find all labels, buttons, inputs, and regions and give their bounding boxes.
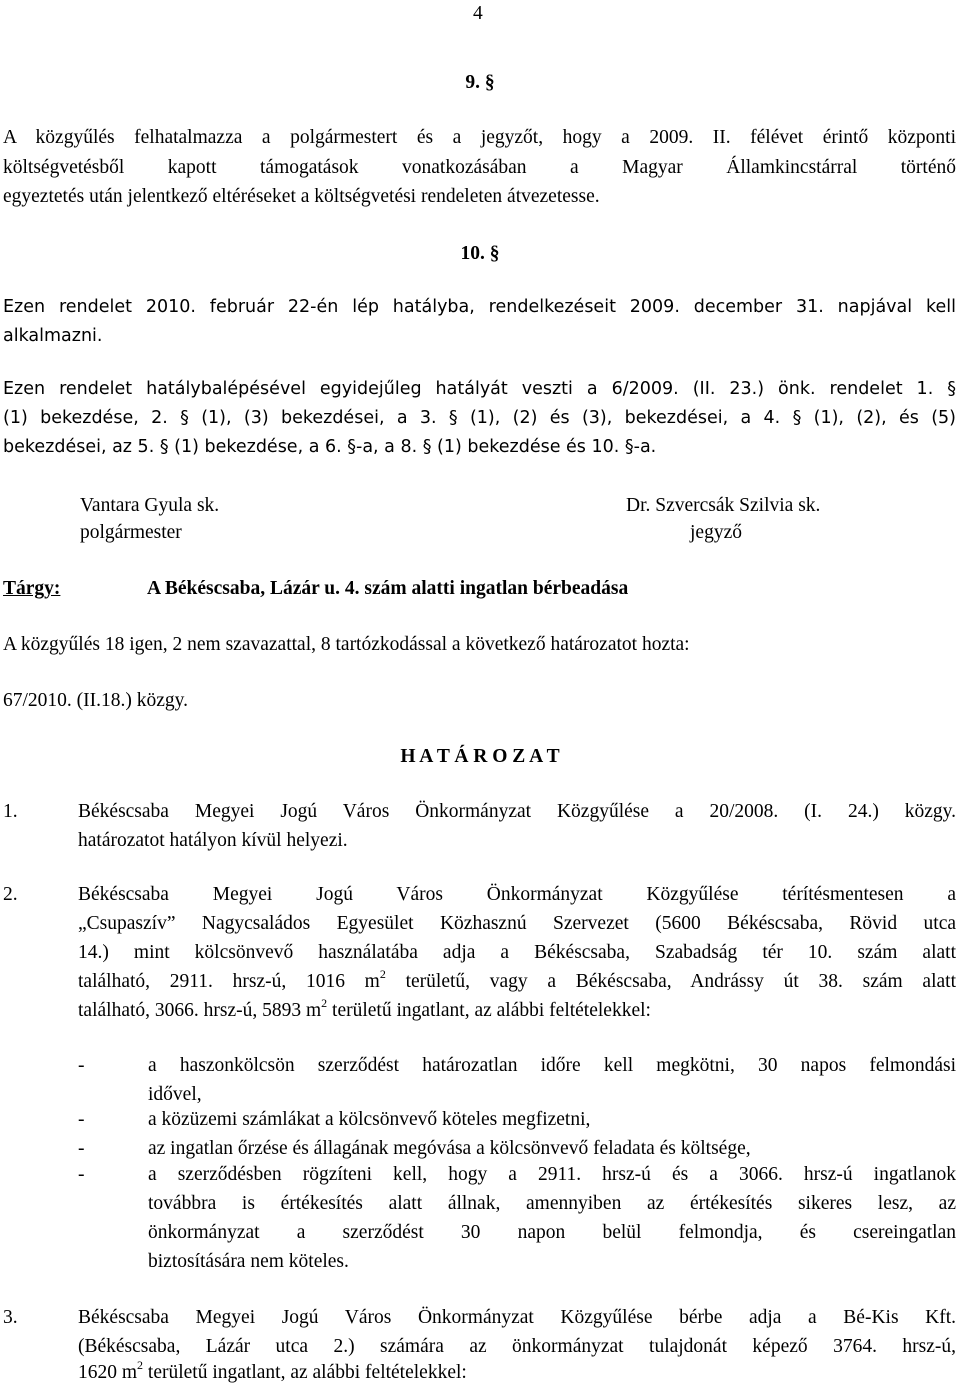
item-number: 3. bbox=[3, 1307, 18, 1328]
text-fragment: területű ingatlant, az alábbi feltételekkel: bbox=[327, 1000, 651, 1021]
paragraph-line bbox=[78, 1358, 467, 1384]
paragraph-line: Ezen rendelet 2010. február 22-én lép hatályba, rendelkezéseit 2009. december 31. napjával kell bbox=[3, 297, 956, 317]
paragraph-line: Békéscsaba Megyei Jogú Város Önkormányzat Közgyűlése bérbe adja a Bé-Kis Kft. bbox=[78, 1307, 956, 1328]
list-item-line: a szerződésben rögzíteni kell, hogy a 2911. hrsz-ú és a 3066. hrsz-ú ingatlanok bbox=[148, 1164, 956, 1185]
mayor-title: polgármester bbox=[80, 522, 182, 543]
paragraph-line: alkalmazni. bbox=[3, 326, 103, 346]
item-number: 2. bbox=[3, 884, 18, 905]
paragraph-line: (1) bekezdése, 2. § (1), (3) bekezdései, a 3. § (1), (2) és (3), bekezdései, a 4. § (1), (2), és (5) bbox=[3, 408, 956, 428]
paragraph-line bbox=[78, 967, 956, 993]
resolution-heading: H A T Á R O Z A T bbox=[400, 746, 560, 767]
list-item-line: a haszonkölcsön szerződést határozatlan időre kell megkötni, 30 napos felmondási bbox=[148, 1055, 956, 1076]
subject-text: A Békéscsaba, Lázár u. 4. szám alatti ingatlan bérbeadása bbox=[147, 578, 629, 599]
superscript: 2 bbox=[137, 1358, 144, 1372]
paragraph-line: Békéscsaba Megyei Jogú Város Önkormányzat Közgyűlése térítésmentesen a bbox=[78, 884, 956, 905]
list-dash: - bbox=[78, 1109, 85, 1130]
section-heading: 9. § bbox=[465, 72, 495, 93]
paragraph-line: bekezdései, az 5. § (1) bekezdése, a 6. §-a, a 8. § (1) bekezdése és 10. §-a. bbox=[3, 437, 657, 457]
paragraph-line: határozatot hatályon kívül helyezi. bbox=[78, 830, 348, 851]
list-item-line: önkormányzat a szerződést 30 napon belül felmondja, és csereingatlan bbox=[148, 1222, 956, 1243]
list-item-line: továbbra is értékesítés alatt állnak, amennyiben az értékesítés sikeres lesz, az bbox=[148, 1193, 956, 1214]
list-dash: - bbox=[78, 1055, 85, 1076]
paragraph-line: 14.) mint kölcsönvevő használatába adja a Békéscsaba, Szabadság tér 10. szám alatt bbox=[78, 942, 956, 963]
text-fragment: területű, vagy a Békéscsaba, Andrássy út 38. szám alatt bbox=[385, 971, 956, 992]
item-number: 1. bbox=[3, 801, 18, 822]
page-number: 4 bbox=[473, 3, 483, 24]
list-item-line: a közüzemi számlákat a kölcsönvevő köteles megfizetni, bbox=[148, 1109, 591, 1130]
list-dash: - bbox=[78, 1138, 85, 1159]
text-fragment: található, 2911. hrsz-ú, 1016 m bbox=[78, 971, 380, 992]
superscript: 2 bbox=[321, 996, 328, 1010]
paragraph-line: Ezen rendelet hatálybalépésével egyidejűleg hatályát veszti a 6/2009. (II. 23.) önk. rendelet 1. § bbox=[3, 379, 956, 399]
mayor-name: Vantara Gyula sk. bbox=[80, 495, 220, 516]
paragraph-line: A közgyűlés felhatalmazza a polgármestert és a jegyzőt, hogy a 2009. II. félévet érintő központi bbox=[3, 127, 956, 148]
list-item-line: biztosítására nem köteles. bbox=[148, 1251, 349, 1272]
paragraph-line: „Csupaszív” Nagycsaládos Egyesület Közhasznú Szervezet (5600 Békéscsaba, Rövid utca bbox=[78, 913, 956, 934]
list-dash: - bbox=[78, 1164, 85, 1185]
vote-text: A közgyűlés 18 igen, 2 nem szavazattal, 8 tartózkodással a következő határozatot hozta: bbox=[3, 634, 690, 655]
notary-name: Dr. Szvercsák Szilvia sk. bbox=[626, 495, 821, 516]
paragraph-line: (Békéscsaba, Lázár utca 2.) számára az önkormányzat tulajdonát képező 3764. hrsz-ú, bbox=[78, 1336, 956, 1357]
text-fragment: területű ingatlant, az alábbi feltételekkel: bbox=[143, 1362, 467, 1383]
list-item-line: az ingatlan őrzése és állagának megóvása a kölcsönvevő feladata és költsége, bbox=[148, 1138, 751, 1159]
paragraph-line: költségvetésből kapott támogatások vonatkozásában a Magyar Államkincstárral történő bbox=[3, 157, 956, 178]
list-item-line: idővel, bbox=[148, 1084, 202, 1105]
paragraph-line bbox=[78, 996, 651, 1022]
text-fragment: található, 3066. hrsz-ú, 5893 m bbox=[78, 1000, 322, 1021]
paragraph-line: egyeztetés után jelentkező eltéréseket a költségvetési rendeleten átvezetesse. bbox=[3, 186, 600, 207]
section-heading: 10. § bbox=[460, 243, 500, 264]
resolution-number: 67/2010. (II.18.) közgy. bbox=[3, 690, 189, 711]
superscript: 2 bbox=[379, 967, 386, 981]
subject-label: Tárgy: bbox=[3, 578, 61, 599]
text-fragment: 1620 m bbox=[78, 1362, 138, 1383]
notary-title: jegyző bbox=[690, 522, 742, 543]
paragraph-line: Békéscsaba Megyei Jogú Város Önkormányzat Közgyűlése a 20/2008. (I. 24.) közgy. bbox=[78, 801, 956, 822]
